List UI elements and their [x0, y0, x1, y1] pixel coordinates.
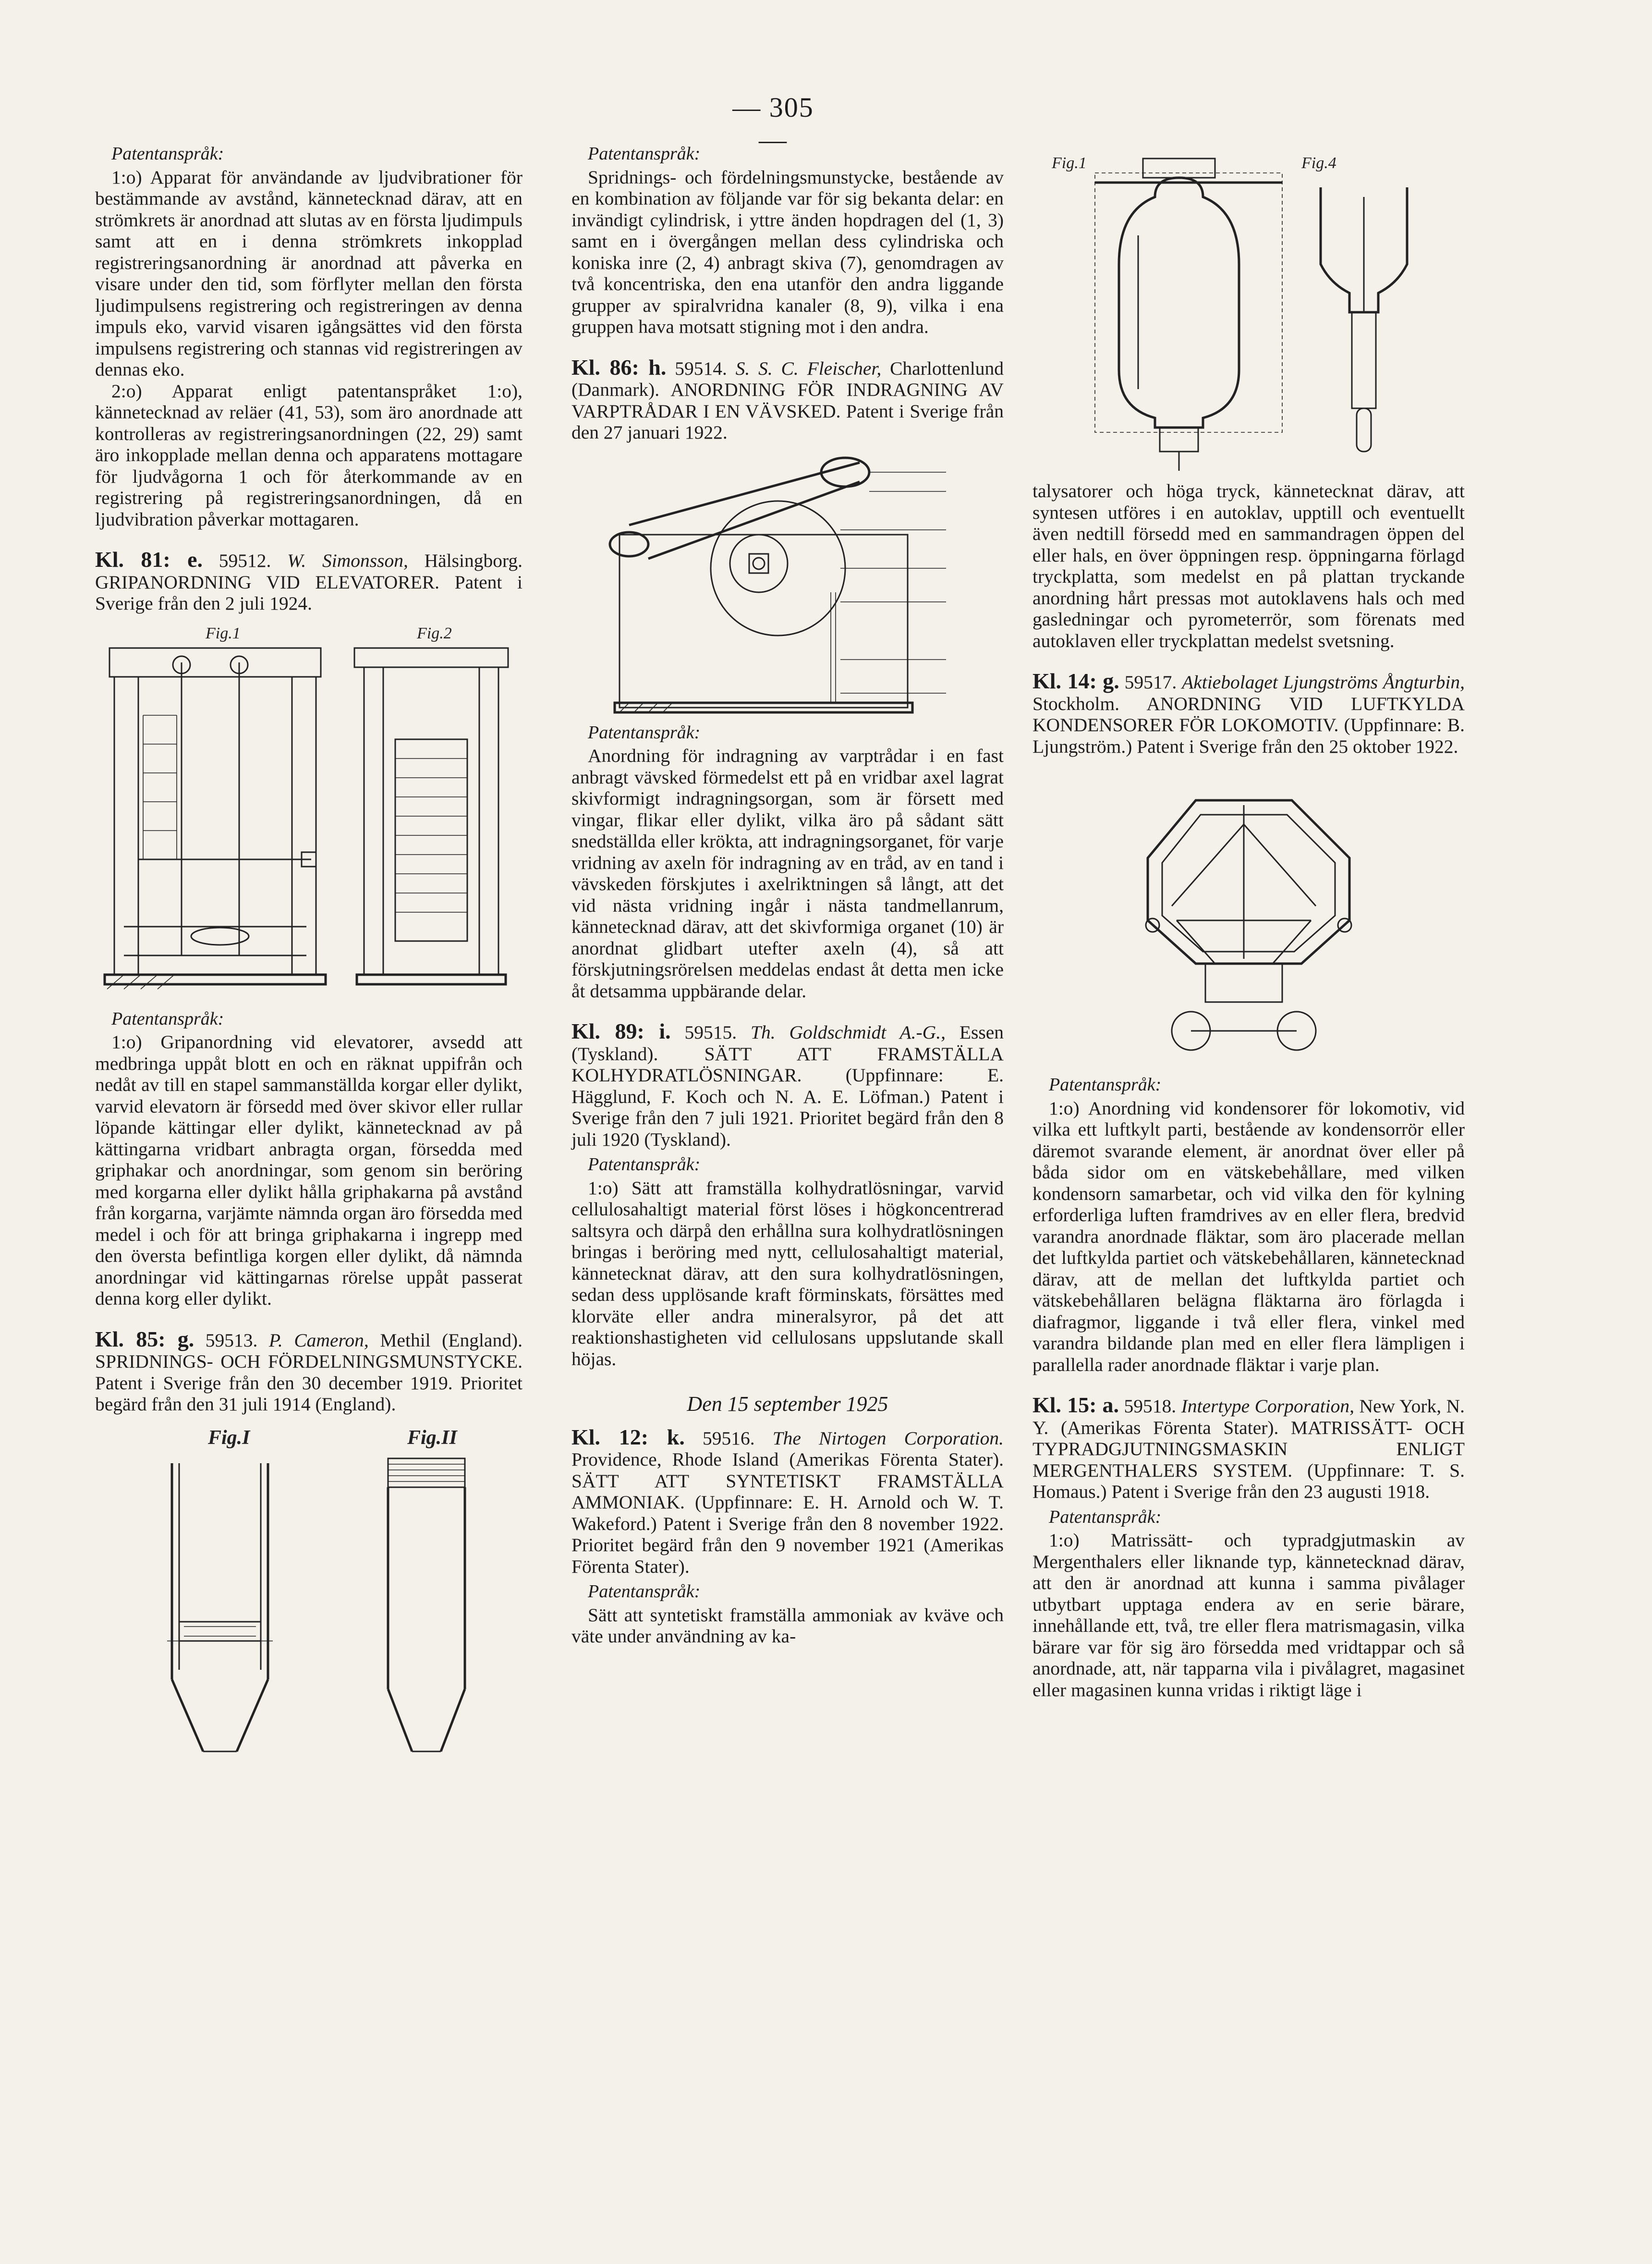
- patent-description: Hälsingborg. GRIPANORDNING VID ELEVATORER. Patent i Sverige från den 2 juli 1924.: [95, 550, 523, 614]
- patent-description: New York, N. Y. (Amerikas Förenta Stater). MATRISSÄTT- OCH TYPRADGJUTNINGSMASKIN ENLIGT MERGENTHALERS SYSTEM. (Uppfinnare: T. S. Homaus.) Patent i Sverige från den 23 augusti 1918.: [1032, 1395, 1465, 1502]
- patent-number: 59514.: [675, 357, 727, 379]
- patent-entry-59516: [571, 1424, 1004, 1578]
- claim-text: 1:o) Matrissätt- och typradgjutmaskin av Mergenthalers eller liknande typ, kännetecknad därav, att den är anordnad att kunna i samma pivålager utbytbart upptaga endera av en serie bärare, innehållande ett, två, tre eller flera matrismagasin, vilka bärare var för sig äro försedda med vridtappar och så anordnade, att, när tapparna vila i pivålagret, magasinet eller magasinen kunna vridas i riktigt läge i: [1032, 1530, 1465, 1701]
- patent-number: 59512.: [219, 550, 271, 571]
- autoclave-figure: [1032, 139, 1465, 476]
- nozzle-figure: [95, 1420, 522, 1775]
- claim-text: 1:o) Anordning vid kondensorer för lokomotiv, vid vilka ett luftkylt parti, bestående av kondensorrör eller däremot svarande element, är anordnat över eller på båda sidor om en vätskebehållare, med vilken kondensorn samarbetar, och vid vilka den för kylning erforderliga luften framdrives av en eller flera, bredvid varandra anordnade fläktar, som äro placerade mellan det luftkylda partiet och vätskebehållaren, kännetecknad därav, att de mellan det luftkylda partiet och vätskebehållaren belägna fläktarna äro förlagda i diafragmor, liggande i två eller flera, vinkel med varandra bildande plan med en eller flera lämpligen i parallella rader anordnade fläktar i varje plan.: [1032, 1097, 1465, 1375]
- column-1: [95, 139, 522, 1780]
- claim-text: 1:o) Apparat för användande av ljudvibrationer för bestämmande av avstånd, kännetecknad därav, att en strömkrets är anordnad att slutas av en första ljudimpuls samt att en i denna strömkrets inkopplad registreringsanordning är anordnad att påverka en visare under den tid, som förflyter mellan den första ljudimpulsens registrering och registreringen av denna impuls eko, varvid visaren igångsättes vid den första impulsens registrering och stannas vid registreringen av dennas eko.: [95, 166, 522, 380]
- column-2: [571, 139, 1004, 1647]
- condenser-figure: [1032, 762, 1465, 1069]
- patent-entry-59518: [1032, 1395, 1465, 1503]
- figure-label: Fig.1: [206, 624, 241, 642]
- figure-label: Fig.2: [417, 624, 452, 642]
- patent-holder: P. Cameron,: [268, 1329, 369, 1351]
- patent-holder: Intertype Corporation,: [1181, 1395, 1355, 1417]
- patent-entry-59513: [95, 1326, 522, 1415]
- claim-heading: Patentanspråk:: [111, 1008, 224, 1029]
- patent-holder: The Nirtogen Corporation.: [772, 1427, 1004, 1449]
- class-code: Kl. 12: k.: [571, 1424, 685, 1449]
- patent-holder: W. Simonsson,: [287, 550, 408, 571]
- patent-description: Charlottenlund (Danmark). ANORDNING FÖR INDRAGNING AV VARPTRÅDAR I EN VÄVSKED. Patent i Sverige från den 27 januari 1922.: [571, 357, 1004, 443]
- patent-number: 59518.: [1124, 1395, 1177, 1417]
- class-code: Kl. 89: i.: [571, 1019, 671, 1043]
- class-code: Kl. 85: g.: [95, 1326, 194, 1351]
- patent-entry-59514: [571, 357, 1004, 443]
- figure-label: Fig.1: [1052, 154, 1087, 172]
- patent-holder: Aktiebolaget Ljungströms Ångturbin,: [1182, 672, 1465, 693]
- elevator-gripper-figure: [95, 619, 522, 1004]
- page-number: — 305 —: [732, 92, 814, 155]
- class-code: Kl. 14: g.: [1032, 669, 1119, 693]
- patent-holder: Th. Goldschmidt A.-G.,: [751, 1022, 946, 1043]
- claim-text: Anordning för indragning av varptrådar i en fast anbragt vävsked förmedelst ett på en vridbar axel lagrat skivformigt indragningsorgan, som är försett med vingar, flikar eller dylikt, vilka äro på sådant sätt snedställda eller krökta, att indragningsorganet, för varje vridning av axeln för indragning av en tråd, av en tand i vävskeden förskjutes i axelriktningen så långt, att det vid nästa vridning ingår i nästa tandmellanrum, kännetecknad därav, att det skivformiga organet (10) är anordnat glidbart utefter axeln (4), så att förskjutningsrörelsen meddelas endast åt detta men icke åt detsamma uppbärande delar.: [571, 745, 1004, 1002]
- claim-heading: Patentanspråk:: [1049, 1506, 1162, 1527]
- claim-text: 1:o) Sätt att framställa kolhydratlösningar, varvid cellulosahaltigt material först löses i högkoncentrerad saltsyra och därpå den erhållna sura kolhydratlösningen bringas i beröring med nytt, cellulosahaltigt material, kännetecknat därav, att den sura kolhydratlösningen, sedan dess upplösande kraft förminskats, försättes med klorväte eller andra mineralsyror, på det att reaktionshastigheten vid cellulosans uppslutande skall höjas.: [571, 1177, 1004, 1370]
- figure-label: Fig.II: [407, 1426, 457, 1449]
- patent-description: Providence, Rhode Island (Amerikas Förenta Stater). SÄTT ATT SYNTETISKT FRAMSTÄLLA AMMONIAK. (Uppfinnare: E. H. Arnold och W. T. Wakeford.) Patent i Sverige från den 8 november 1922. Prioritet begärd från den 9 november 1921 (Amerikas Förenta Stater).: [571, 1449, 1004, 1577]
- figure-label: Fig.I: [208, 1426, 250, 1449]
- claim-text: Sätt att syntetiskt framställa ammoniak av kväve och väte under användning av ka-: [571, 1604, 1004, 1647]
- patent-number: 59516.: [702, 1427, 755, 1449]
- patent-description: Methil (England). SPRIDNINGS- OCH FÖRDELNINGSMUNSTYCKE. Patent i Sverige från den 30 december 1919. Prioritet begärd från den 31 juli 1914 (England).: [95, 1329, 522, 1415]
- column-3: [1032, 139, 1465, 1701]
- patent-entry-59515: [571, 1021, 1004, 1150]
- claim-text: 1:o) Gripanordning vid elevatorer, avsedd att medbringa uppåt blott en och en räknat uppifrån och nedåt av till en stapel sammanställda korgar eller dylikt, varvid elevatorn är försedd med över skivor eller rullar löpande kättingar eller dylikt, kännetecknad av på kättingarna vridbart anbragta organ, försedda med griphakar och anordningar, som genom sin beröring med korgarna eller dylikt hålla griphakarna på avstånd från korgarna, varjämte nämnda organ äro försedda med medel i och för att bringa griphakarna i ingrepp med den översta befintliga korgen eller dylikt, då nämnda anordningar vid kättingarnas rörelse uppåt passerat denna korg eller dylikt.: [95, 1031, 522, 1309]
- claim-heading: Patentanspråk:: [1049, 1075, 1162, 1095]
- claim-heading: Patentanspråk:: [588, 144, 701, 164]
- patent-number: 59515.: [684, 1022, 737, 1043]
- patent-holder: S. S. C. Fleischer,: [735, 357, 882, 379]
- claim-text: Spridnings- och fördelningsmunstycke, bestående av en kombination av följande var för sig bekanta delar: en invändigt cylindrisk, i yttre änden hopdragen del (1, 3) samt en i övergången mellan dess cylindriska och koniska inre (2, 4) anbragt skiva (7), genomdragen av två koncentriska, den ena utanför den andra liggande grupper av spiralvridna kanaler (8, 9), vilka i ena gruppen hava motsatt stigning mot i den andra.: [571, 166, 1004, 337]
- claim-text: 2:o) Apparat enligt patentanspråket 1:o), kännetecknad av reläer (41, 53), som äro anordnade att kontrolleras av registreringsanordningen (22, 29) samt äro inkopplade mellan denna och apparatens mottagare för ljudvågorna 1 och för återkommande av en registrering på registreringsanordningen, då en ljudvibration påverkar mottagaren.: [95, 380, 522, 530]
- claim-heading: Patentanspråk:: [588, 1581, 701, 1602]
- class-code: Kl. 86: h.: [571, 355, 667, 379]
- patent-entry-59517: [1032, 671, 1465, 757]
- patent-number: 59513.: [205, 1329, 258, 1351]
- patent-number: 59517.: [1124, 672, 1177, 693]
- claim-heading: Patentanspråk:: [111, 144, 224, 164]
- patent-description: Essen (Tyskland). SÄTT ATT FRAMSTÄLLA KOLHYDRATLÖSNINGAR. (Uppfinnare: E. Hägglund, F. Koch och N. A. E. Löfman.) Patent i Sverige från den 7 juli 1921. Prioritet begärd från den 8 juli 1920 (Tyskland).: [571, 1022, 1004, 1150]
- patent-entry-59512: [95, 549, 522, 614]
- date-heading: Den 15 september 1925: [687, 1392, 888, 1416]
- claim-text: talysatorer och höga tryck, kännetecknat därav, att syntesen utföres i en autoklav, upptill och eventuellt även nedtill försedd med en sammandragen öppen del eller hals, en över öppningen resp. öppningarna förlagd tryckplatta, som medelst en på plattan tryckande anordning hårt pressas mot autoklavens hals och med gasledningar och pyrometerrör, som förenats med autoklaven eller tryckplattan medelst svetsning.: [1032, 480, 1465, 651]
- figure-label: Fig.4: [1301, 154, 1336, 172]
- claim-heading: Patentanspråk:: [588, 722, 701, 743]
- warp-threading-figure: [571, 448, 1004, 717]
- class-code: Kl. 15: a.: [1032, 1393, 1119, 1417]
- patent-description: Stockholm. ANORDNING VID LUFTKYLDA KONDENSORER FÖR LOKOMOTIV. (Uppfinnare: B. Ljungström.) Patent i Sverige från den 25 oktober 1922.: [1032, 693, 1465, 757]
- class-code: Kl. 81: e.: [95, 547, 203, 572]
- claim-heading: Patentanspråk:: [588, 1154, 701, 1175]
